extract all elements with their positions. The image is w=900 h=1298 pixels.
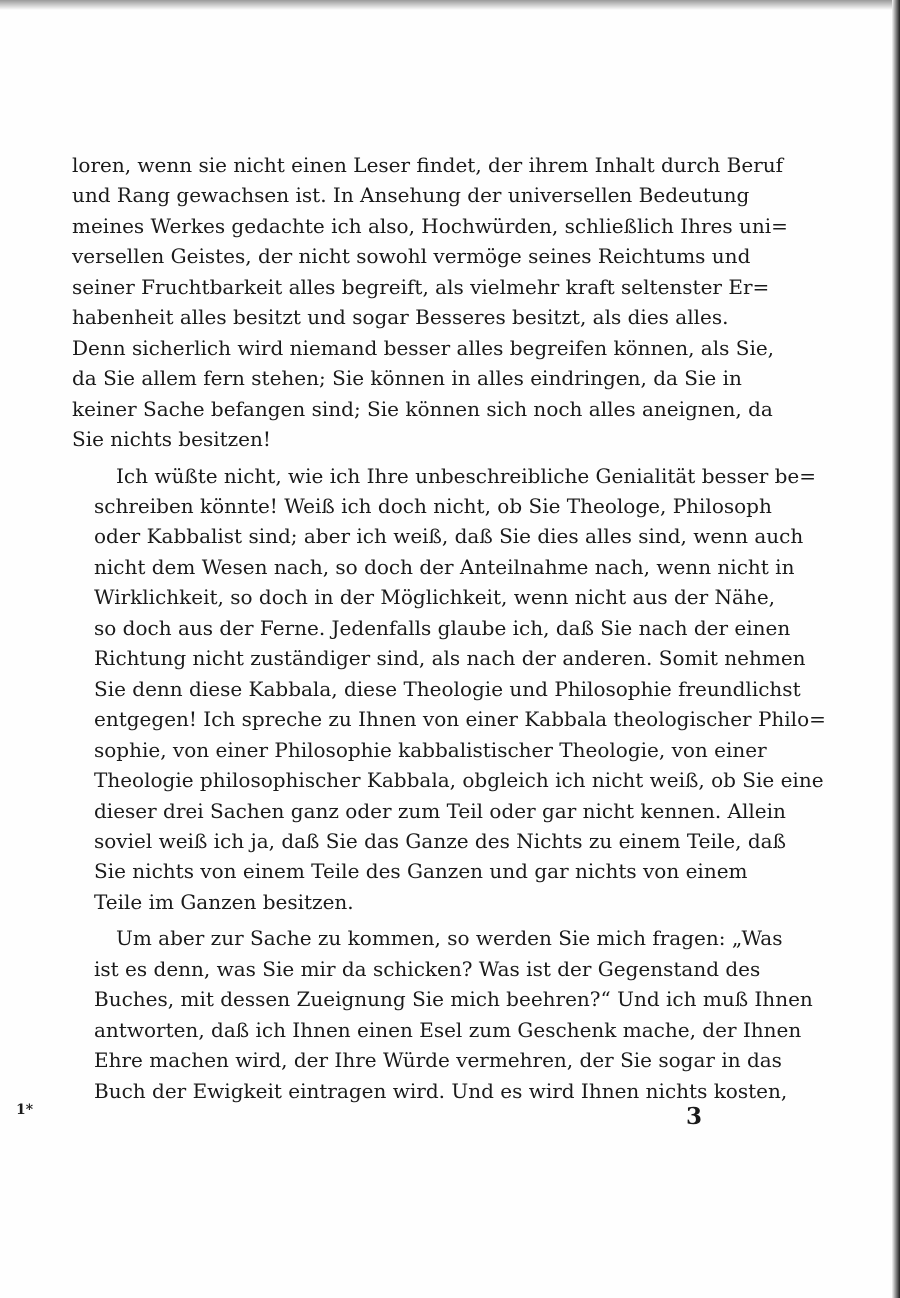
body-text [72, 150, 826, 1112]
paragraph [72, 923, 813, 1106]
text-line: Sie nichts von einem Teile des Ganzen und gar nichts von einem [94, 859, 748, 884]
text-line: antworten, daß ich Ihnen einen Esel zum Geschenk mache, der Ihnen [94, 1017, 802, 1042]
text-line: Buch der Ewigkeit eintragen wird. Und es wird Ihnen nichts kosten, [94, 1078, 788, 1103]
text-line: sophie, von einer Philosophie kabbalistischer Theologie, von einer [94, 737, 767, 762]
text-line: entgegen! Ich spreche zu Ihnen von einer Kabbala theologischer Philo= [94, 707, 826, 732]
page-number: 3 [686, 1103, 703, 1130]
text-line: seiner Fruchtbarkeit alles begreift, als vielmehr kraft seltenster Er= [72, 274, 770, 299]
text-line: versellen Geistes, der nicht sowohl vermöge seines Reichtums und [72, 244, 751, 269]
text-line: Ehre machen wird, der Ihre Würde vermehren, der Sie sogar in das [94, 1048, 782, 1073]
scan-top-edge [0, 0, 900, 10]
text-line: loren, wenn sie nicht einen Leser findet, der ihrem Inhalt durch Beruf [72, 153, 784, 177]
text-line: Wirklichkeit, so doch in der Möglichkeit, wenn nicht aus der Nähe, [94, 585, 776, 610]
text-line: habenheit alles besitzt und sogar Besseres besitzt, als dies alles. [72, 305, 729, 330]
text-line: keiner Sache befangen sind; Sie können sich noch alles aneignen, da [72, 396, 773, 421]
text-line: Theologie philosophischer Kabbala, obgleich ich nicht weiß, ob Sie eine [94, 768, 824, 793]
signature-mark: 1* [16, 1102, 34, 1118]
text-line: ist es denn, was Sie mir da schicken? Was ist der Gegenstand des [94, 956, 761, 981]
text-line: nicht dem Wesen nach, so doch der Anteilnahme nach, wenn nicht in [94, 554, 795, 579]
paragraph [72, 150, 788, 455]
text-line: Ich wüßte nicht, wie ich Ihre unbeschreibliche Genialität besser be= [116, 463, 817, 488]
text-line: soviel weiß ich ja, daß Sie das Ganze des Nichts zu einem Teile, daß [94, 828, 786, 853]
text-line: Teile im Ganzen besitzen. [94, 889, 354, 914]
text-line: Sie denn diese Kabbala, diese Theologie und Philosophie freundlichst [94, 676, 801, 701]
text-line: dieser drei Sachen ganz oder zum Teil oder gar nicht kennen. Allein [94, 798, 786, 823]
text-line: da Sie allem fern stehen; Sie können in alles eindringen, da Sie in [72, 366, 742, 391]
text-line: und Rang gewachsen ist. In Ansehung der universellen Bedeutung [72, 183, 750, 208]
text-line: oder Kabbalist sind; aber ich weiß, daß Sie dies alles sind, wenn auch [94, 524, 804, 549]
text-line: meines Werkes gedachte ich also, Hochwürden, schließlich Ihres uni= [72, 213, 788, 238]
text-line: so doch aus der Ferne. Jedenfalls glaube ich, daß Sie nach der einen [94, 615, 791, 640]
text-line: Um aber zur Sache zu kommen, so werden Sie mich fragen: „Was [116, 926, 783, 951]
scan-right-edge [892, 0, 900, 1298]
paragraph [72, 461, 826, 918]
text-line: Denn sicherlich wird niemand besser alles begreifen können, als Sie, [72, 335, 775, 360]
text-line: Buches, mit dessen Zueignung Sie mich beehren?“ Und ich muß Ihnen [94, 987, 813, 1012]
text-line: Richtung nicht zuständiger sind, als nach der anderen. Somit nehmen [94, 646, 806, 671]
text-line: schreiben könnte! Weiß ich doch nicht, ob Sie Theologe, Philosoph [94, 493, 772, 518]
text-line: Sie nichts besitzen! [72, 427, 271, 452]
